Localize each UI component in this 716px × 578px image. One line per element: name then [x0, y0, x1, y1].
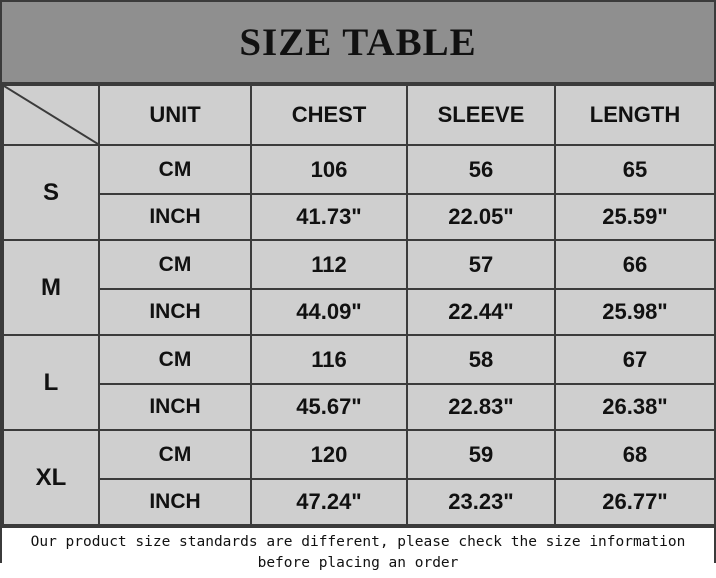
table-row [3, 194, 715, 240]
diagonal-divider-icon [4, 86, 98, 144]
s-inch-chest: 41.73" [251, 194, 407, 240]
table-row [3, 145, 715, 194]
size-label-m: M [3, 240, 99, 335]
m-inch-sleeve: 22.44" [407, 289, 555, 335]
table-row [3, 479, 715, 525]
xl-cm-sleeve: 59 [407, 430, 555, 479]
l-inch-chest: 45.67" [251, 384, 407, 430]
s-cm-chest: 106 [251, 145, 407, 194]
unit-cm: CM [99, 335, 251, 384]
l-inch-sleeve: 22.83" [407, 384, 555, 430]
m-cm-chest: 112 [251, 240, 407, 289]
table-header-row [3, 85, 715, 145]
unit-inch: INCH [99, 384, 251, 430]
footer-note-text: Our product size standards are different, please check the size information before placing an order [30, 534, 686, 572]
corner-cell [3, 85, 99, 145]
table-row [3, 289, 715, 335]
xl-inch-chest: 47.24" [251, 479, 407, 525]
unit-inch: INCH [99, 289, 251, 335]
table-row [3, 384, 715, 430]
table-row [3, 430, 715, 479]
s-inch-sleeve: 22.05" [407, 194, 555, 240]
title-bar [2, 2, 714, 84]
size-label-l: L [3, 335, 99, 430]
size-label-xl: XL [3, 430, 99, 525]
footer-note [2, 526, 714, 578]
column-header-chest: CHEST [251, 85, 407, 145]
column-header-sleeve: SLEEVE [407, 85, 555, 145]
column-header-length: LENGTH [555, 85, 715, 145]
size-table [2, 84, 716, 526]
size-label-s: S [3, 145, 99, 240]
m-cm-sleeve: 57 [407, 240, 555, 289]
xl-inch-length: 26.77" [555, 479, 715, 525]
l-cm-length: 67 [555, 335, 715, 384]
l-cm-chest: 116 [251, 335, 407, 384]
m-cm-length: 66 [555, 240, 715, 289]
m-inch-chest: 44.09" [251, 289, 407, 335]
page-title: SIZE TABLE [239, 20, 477, 64]
unit-cm: CM [99, 430, 251, 479]
xl-cm-length: 68 [555, 430, 715, 479]
xl-cm-chest: 120 [251, 430, 407, 479]
s-cm-length: 65 [555, 145, 715, 194]
l-cm-sleeve: 58 [407, 335, 555, 384]
s-inch-length: 25.59" [555, 194, 715, 240]
m-inch-length: 25.98" [555, 289, 715, 335]
xl-inch-sleeve: 23.23" [407, 479, 555, 525]
s-cm-sleeve: 56 [407, 145, 555, 194]
unit-cm: CM [99, 145, 251, 194]
l-inch-length: 26.38" [555, 384, 715, 430]
table-row [3, 335, 715, 384]
column-header-unit: UNIT [99, 85, 251, 145]
table-row [3, 240, 715, 289]
unit-inch: INCH [99, 194, 251, 240]
unit-cm: CM [99, 240, 251, 289]
unit-inch: INCH [99, 479, 251, 525]
